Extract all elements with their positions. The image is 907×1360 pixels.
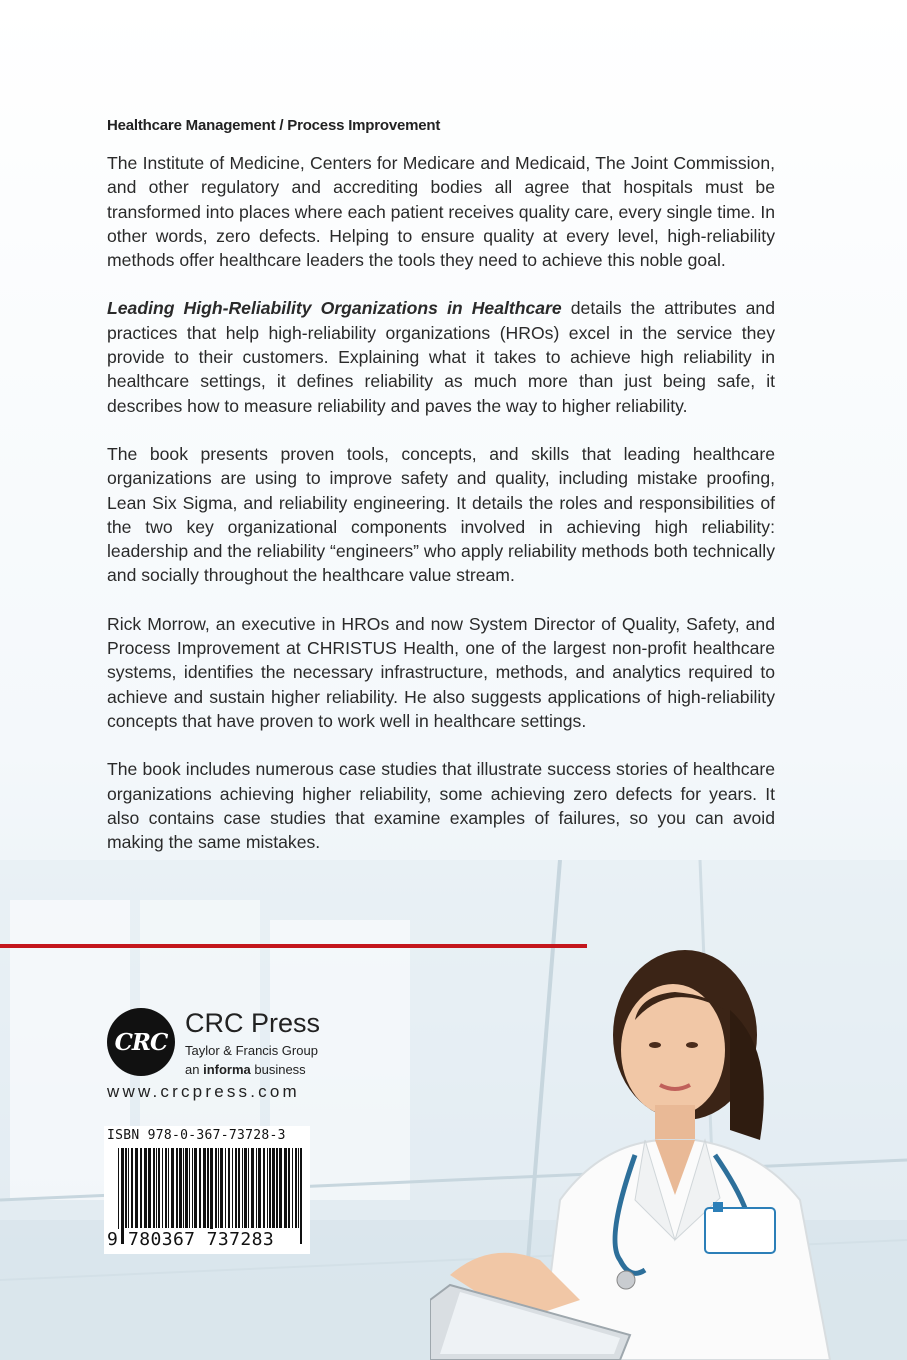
barcode-bar xyxy=(238,1148,240,1228)
barcode-bar xyxy=(183,1148,184,1228)
publisher-tagline xyxy=(185,1062,306,1077)
isbn-main-digits: 780367 737283 xyxy=(128,1229,275,1250)
barcode-bar xyxy=(207,1148,209,1228)
barcode-bar xyxy=(199,1148,201,1228)
barcode-bar xyxy=(171,1148,174,1228)
crc-logo-icon: CRC xyxy=(107,1008,175,1076)
barcode-bar xyxy=(218,1148,219,1228)
barcode-bar xyxy=(258,1148,261,1228)
barcode-bar xyxy=(248,1148,249,1228)
barcode-bar xyxy=(125,1148,127,1228)
barcode-bar xyxy=(189,1148,190,1228)
subject-category: Healthcare Management / Process Improvement xyxy=(107,117,441,134)
barcode-bar xyxy=(185,1148,188,1228)
barcode-bar xyxy=(288,1148,290,1228)
tagline-prefix: an xyxy=(185,1062,204,1077)
description-paragraph-1: The Institute of Medicine, Centers for Medicare and Medicaid, The Joint Commission, and other regulatory and accrediting bodies all agree that hospitals must be transformed into places where each patient receives quality care, every single time. In other words, zero defects. Helping to ensure quality at every level, high-reliability methods offer healthcare leaders the tools they need to achieve this noble goal. xyxy=(107,153,775,271)
description-paragraph-2 xyxy=(107,296,775,417)
barcode-bar xyxy=(256,1148,257,1228)
barcode-bar xyxy=(203,1148,206,1228)
barcode-bar xyxy=(279,1148,282,1228)
doctor-illustration xyxy=(430,940,907,1360)
barcode-bar xyxy=(295,1148,297,1228)
publisher-group: Taylor & Francis Group xyxy=(185,1043,318,1058)
back-cover-text xyxy=(107,117,775,878)
barcode-bar xyxy=(148,1148,151,1228)
barcode-bar xyxy=(121,1148,124,1244)
barcode-bar xyxy=(251,1148,254,1228)
description-paragraph-4: Rick Morrow, an executive in HROs and now System Director of Quality, Safety, and Process Improvement at CHRISTUS Health, one of the largest non-profit healthcare systems, identifies the necessary infrastructure, methods, and analytics required to achieve and sustain higher reliability. He also suggests applications of high-reliability concepts that have proven to work well in healthcare settings. xyxy=(107,613,775,731)
barcode-bar xyxy=(131,1148,133,1228)
barcode-bar xyxy=(272,1148,275,1228)
barcode-bar xyxy=(144,1148,147,1228)
publisher-name: CRC Press xyxy=(185,1008,321,1038)
barcode-bar xyxy=(244,1148,247,1228)
barcode-bar xyxy=(128,1148,129,1228)
book-title: Leading High-Reliability Organizations in Healthcare xyxy=(107,298,562,319)
barcode-bar xyxy=(158,1148,160,1228)
tagline-suffix: business xyxy=(250,1062,306,1077)
publisher-logo xyxy=(107,1008,337,1108)
isbn-label: ISBN 978-0-367-73728-3 xyxy=(107,1128,286,1143)
barcode-bar xyxy=(194,1148,197,1228)
barcode-bar xyxy=(215,1148,217,1228)
barcode-bar xyxy=(292,1148,293,1228)
barcode-bar xyxy=(168,1148,169,1228)
barcode-bar xyxy=(267,1148,268,1228)
description-paragraph-2-text: details the attributes and practices that help high-reliability organizations (HROs) excel in the service they provide to their customers. Explaining what it takes to achieve high reliability in healthcare settings, it defines reliability as much more than just being safe, it describes how to measure reliability and paves the way to higher reliability. xyxy=(107,298,775,416)
barcode-bar xyxy=(192,1148,193,1228)
barcode-bar xyxy=(220,1148,223,1228)
barcode-bar xyxy=(298,1148,299,1228)
barcode-bar xyxy=(156,1148,157,1228)
barcode-bar xyxy=(176,1148,178,1228)
barcode-bar xyxy=(232,1148,233,1228)
isbn-barcode xyxy=(104,1126,310,1254)
barcode-bar xyxy=(135,1148,138,1228)
barcode-bar xyxy=(284,1148,287,1228)
barcode-bar xyxy=(276,1148,278,1228)
barcode-bar xyxy=(153,1148,155,1228)
barcode-bar xyxy=(179,1148,182,1228)
tagline-informa: informa xyxy=(203,1062,251,1077)
barcode-bar xyxy=(242,1148,243,1228)
barcode-bar xyxy=(263,1148,265,1228)
barcode-bar xyxy=(225,1148,226,1228)
barcode-bar xyxy=(235,1148,237,1228)
barcode-bar xyxy=(140,1148,142,1228)
description-paragraph-5: The book includes numerous case studies that illustrate success stories of healthcare organizations achieving higher reliability, some achieving zero defects for years. It also contains case studies that examine examples of failures, so you can avoid making the same mistakes. xyxy=(107,759,775,853)
barcode-bar xyxy=(228,1148,230,1228)
barcode-bar xyxy=(165,1148,167,1228)
barcode-bar xyxy=(162,1148,163,1228)
isbn-lead-digit: 9 xyxy=(107,1229,118,1250)
publisher-url: www.crcpress.com xyxy=(107,1082,300,1101)
description-paragraph-3: The book presents proven tools, concepts, and skills that leading healthcare organizations are using to improve safety and quality, including mistake proofing, Lean Six Sigma, and reliability engineering. It details the roles and responsibilities of the two key organizational components involved in achieving high reliability: leadership and the reliability “engineers” who apply reliability methods both technically and socially throughout the healthcare value stream. xyxy=(107,443,775,586)
barcode-bar xyxy=(300,1148,302,1244)
barcode-bar xyxy=(269,1148,271,1228)
